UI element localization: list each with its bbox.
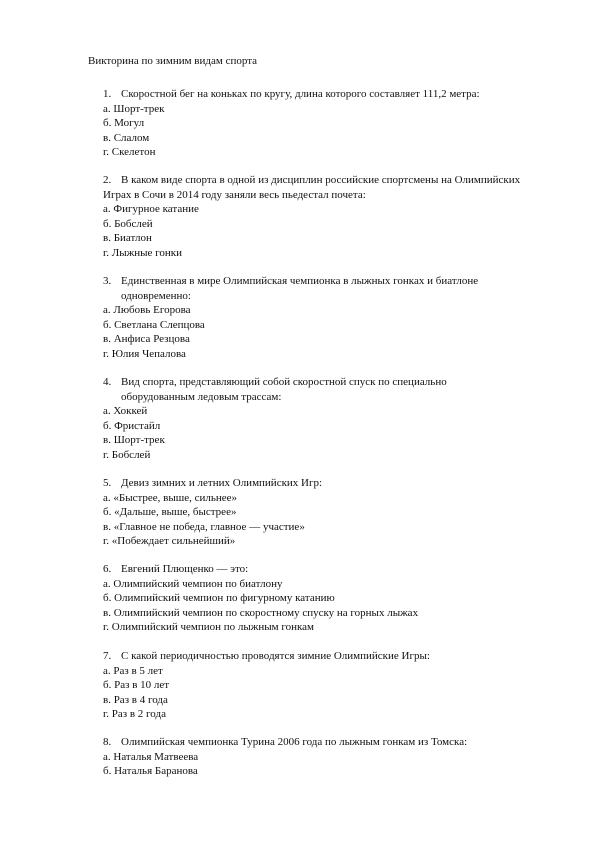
option-d: г. Скелетон [103,146,156,159]
question-text [103,375,573,404]
question-number: 6. [103,563,112,575]
question-line: В каком виде спорта в одной из дисциплин российские спортсмены на Олимпийских [121,174,521,186]
option-a: а. Раз в 5 лет [103,664,163,677]
option-b: б. Фристайл [103,419,161,432]
question-text [103,476,573,491]
option-d: г. Бобслей [103,448,151,461]
options-list [103,577,573,635]
options-list [103,491,573,549]
question-4 [103,375,573,463]
option-c: в. Слалом [103,131,150,144]
option-a: а. Наталья Матвеева [103,750,199,763]
option-d: г. Юлия Чепалова [103,347,186,360]
question-line: одновременно: [121,289,191,302]
question-line: Играх в Сочи в 2014 году заняли весь пьедестал почета: [103,188,366,201]
option-d: г. Раз в 2 года [103,708,166,721]
option-b: б. Наталья Баранова [103,765,198,778]
option-a: а. Хоккей [103,405,148,418]
question-text [103,649,573,664]
question-3 [103,274,573,362]
option-b: б. Олимпийский чемпион по фигурному катанию [103,592,335,605]
question-number: 3. [103,275,112,287]
options-list [103,750,573,779]
option-b: б. Раз в 10 лет [103,679,170,692]
option-a: а. Любовь Егорова [103,304,191,317]
question-line: С какой периодичностью проводятся зимние Олимпийские Игры: [121,650,430,662]
option-d: г. Олимпийский чемпион по лыжным гонкам [103,621,314,634]
option-a: а. Олимпийский чемпион по биатлону [103,577,283,590]
document-title: Викторина по зимним видам спорта [88,55,258,67]
option-c: в. Биатлон [103,232,152,245]
option-b: б. Бобслей [103,217,153,230]
question-line: Вид спорта, представляющий собой скоростной спуск по специально [121,376,447,388]
question-number: 8. [103,736,112,748]
option-c: в. Раз в 4 года [103,693,168,706]
question-6 [103,562,573,635]
option-b: б. Светлана Слепцова [103,318,205,331]
option-a: а. «Быстрее, выше, сильнее» [103,491,238,504]
option-d: г. Лыжные гонки [103,246,182,259]
question-text [103,87,573,102]
question-line: Олимпийская чемпионка Турина 2006 года по лыжным гонкам из Томска: [121,736,468,748]
question-number: 1. [103,88,112,100]
option-b: б. «Дальше, выше, быстрее» [103,506,237,519]
question-line: Скоростной бег на коньках по кругу, длина которого составляет 111,2 метра: [121,88,480,100]
question-text [103,173,573,202]
question-line: оборудованным ледовым трассам: [121,390,282,403]
question-text [103,735,573,750]
options-list [103,303,573,361]
option-a: а. Фигурное катание [103,203,199,216]
question-5 [103,476,573,549]
question-2 [103,173,573,261]
question-number: 2. [103,174,112,186]
options-list [103,664,573,722]
question-line: Девиз зимних и летних Олимпийских Игр: [121,477,323,489]
question-8 [103,735,573,779]
option-c: в. «Главное не победа, главное — участие» [103,520,305,533]
option-c: в. Анфиса Резцова [103,333,190,346]
options-list [103,102,573,160]
options-list [103,202,573,260]
question-number: 5. [103,477,112,489]
question-text [103,562,573,577]
option-c: в. Олимпийский чемпион по скоростному спуску на горных лыжах [103,606,419,619]
option-d: г. «Побеждает сильнейший» [103,535,236,548]
question-7 [103,649,573,722]
option-a: а. Шорт-трек [103,102,165,115]
question-number: 7. [103,650,112,662]
question-line: Евгений Плющенко — это: [121,563,249,575]
option-c: в. Шорт-трек [103,434,165,447]
question-line: Единственная в мире Олимпийская чемпионка в лыжных гонках и биатлоне [121,275,479,287]
options-list [103,404,573,462]
question-text [103,274,573,303]
option-b: б. Могул [103,117,145,130]
question-1 [103,87,573,160]
question-number: 4. [103,376,112,388]
